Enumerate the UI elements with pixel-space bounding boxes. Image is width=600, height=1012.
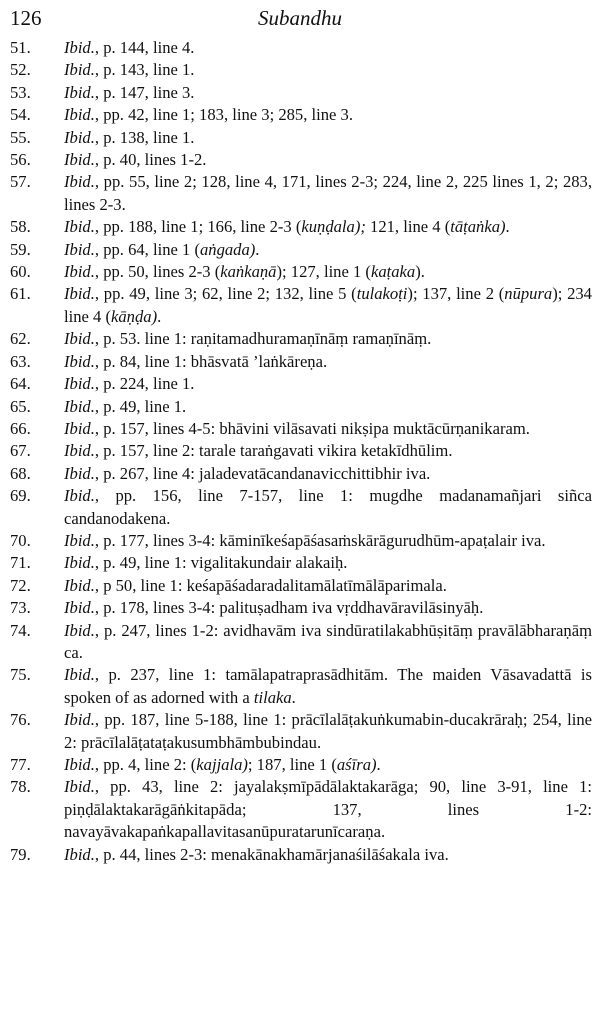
endnote-ibid: Ibid. xyxy=(64,486,95,506)
endnote-number: 66. xyxy=(10,418,31,438)
endnote-ibid: Ibid. xyxy=(64,38,95,57)
endnote-number: 59. xyxy=(10,239,31,259)
endnote-number: 57. xyxy=(10,172,31,192)
endnote-item xyxy=(10,37,592,59)
endnote-item xyxy=(10,283,592,328)
endnote-number: 61. xyxy=(10,284,31,304)
endnote-text: , p. 267, line 4: jaladevatācandanavicchittibhir iva. xyxy=(94,463,431,483)
endnote-item xyxy=(10,396,592,418)
endnote-item xyxy=(10,373,592,395)
endnote-item xyxy=(10,575,592,597)
endnote-text: , p 50, line 1: keśapāśadaradalitamālatīmālāparimala. xyxy=(94,575,447,595)
endnote-ibid: Ibid. xyxy=(64,441,95,461)
endnote-item xyxy=(10,485,592,530)
endnote-text: , p. 49, line 1. xyxy=(94,396,187,416)
endnote-ibid: Ibid. xyxy=(64,374,95,394)
endnote-text: , p. 157, lines 4-5: bhāvini vilāsavati nikṣipa muktācūrṇanikaram. xyxy=(94,418,530,438)
endnote-ibid: Ibid. xyxy=(64,575,95,595)
endnote-ibid: Ibid. xyxy=(64,262,95,282)
endnote-ibid: Ibid. xyxy=(64,127,95,147)
endnote-text: , p. 147, line 3. xyxy=(94,82,195,102)
endnote-ibid: Ibid. xyxy=(64,239,95,259)
endnote-ibid: Ibid. xyxy=(64,418,95,438)
endnote-number: 64. xyxy=(10,374,31,394)
endnote-item xyxy=(10,754,592,776)
endnote-number: 65. xyxy=(10,396,31,416)
endnote-text: , p. 237, line 1: tamālapatraprasādhitām. The maiden Vāsavadattā is spoken of as adorned with a tilaka. xyxy=(64,665,592,707)
endnote-ibid: Ibid. xyxy=(64,172,95,192)
endnote-ibid: Ibid. xyxy=(64,665,95,685)
endnote-number: 76. xyxy=(10,710,31,730)
endnote-item xyxy=(10,418,592,440)
endnote-number: 62. xyxy=(10,329,31,349)
endnote-ibid: Ibid. xyxy=(64,530,95,550)
endnote-number: 58. xyxy=(10,217,31,237)
endnote-item xyxy=(10,530,592,552)
endnote-text: , pp. 49, line 3; 62, line 2; 132, line 5 (tulakoṭi); 137, line 2 (nūpura); 234 line 4 (kāṇḍa). xyxy=(64,284,592,326)
endnote-ibid: Ibid. xyxy=(64,150,95,170)
endnote-text: , p. 138, line 1. xyxy=(94,127,195,147)
endnote-item xyxy=(10,216,592,238)
endnote-item xyxy=(10,171,592,216)
endnote-text: , pp. 43, line 2: jayalakṣmīpādālaktakarāga; 90, line 3-91, line 1: piṇḍālaktakarāgāṅkitapāda; 137, lines 1-2: navayāvakapaṅkapallavitasanūpuratarunīcaraṇa. xyxy=(64,777,592,842)
endnote-number: 72. xyxy=(10,575,31,595)
endnote-ibid: Ibid. xyxy=(64,82,95,102)
endnote-number: 71. xyxy=(10,553,31,573)
endnote-ibid: Ibid. xyxy=(64,217,95,237)
endnote-text: , pp. 4, line 2: (kajjala); 187, line 1 (aśīra). xyxy=(94,755,381,774)
endnote-number: 55. xyxy=(10,127,31,147)
endnote-item xyxy=(10,149,592,171)
endnote-item xyxy=(10,620,592,665)
endnote-text: , p. 224, line 1. xyxy=(94,374,195,394)
endnote-text: , p. 247, lines 1-2: avidhavām iva sindūratilakabhūṣitāṃ pravālābharaṇāṃ ca. xyxy=(64,620,592,662)
endnote-ibid: Ibid. xyxy=(64,553,95,573)
endnote-text: , p. 53. line 1: raṇitamadhuramaṇīnāṃ ramaṇīnāṃ. xyxy=(94,329,432,349)
endnote-ibid: Ibid. xyxy=(64,463,95,483)
endnote-ibid: Ibid. xyxy=(64,60,95,80)
endnote-text: , pp. 187, line 5-188, line 1: prācīlalāṭakuṅkumabin-ducakrāraḥ; 254, line 2: prācīlalāṭataṭakusumbhāmbubindau. xyxy=(64,710,592,752)
endnote-number: 60. xyxy=(10,262,31,282)
endnote-number: 54. xyxy=(10,105,31,125)
endnote-item xyxy=(10,82,592,104)
endnote-number: 78. xyxy=(10,777,31,797)
endnote-text: , pp. 55, line 2; 128, line 4, 171, lines 2-3; 224, line 2, 225 lines 1, 2; 283, lines 2-3. xyxy=(64,172,592,214)
endnote-number: 69. xyxy=(10,486,31,506)
endnote-text: , pp. 50, lines 2-3 (kaṅkaṇā); 127, line 1 (kaṭaka). xyxy=(94,262,425,282)
endnote-item xyxy=(10,440,592,462)
endnote-item xyxy=(10,463,592,485)
endnotes-list xyxy=(10,37,592,866)
endnote-number: 53. xyxy=(10,82,31,102)
endnote-ibid: Ibid. xyxy=(64,598,95,618)
endnote-text: , pp. 64, line 1 (aṅgada). xyxy=(94,239,260,259)
endnote-item xyxy=(10,552,592,574)
endnote-number: 63. xyxy=(10,351,31,371)
endnote-number: 74. xyxy=(10,620,31,640)
endnote-text: , pp. 188, line 1; 166, line 2-3 (kuṇḍala); 121, line 4 (tāṭaṅka). xyxy=(94,217,510,237)
running-title: Subandhu xyxy=(258,6,342,30)
endnote-item xyxy=(10,844,592,866)
endnote-number: 70. xyxy=(10,530,31,550)
endnote-item xyxy=(10,709,592,754)
page-header xyxy=(10,4,590,32)
endnote-item xyxy=(10,351,592,373)
endnote-item xyxy=(10,104,592,126)
endnote-text: , p. 157, line 2: tarale taraṅgavati vikira ketakīdhūlim. xyxy=(94,441,453,461)
endnote-text: , p. 143, line 1. xyxy=(94,60,195,80)
endnote-ibid: Ibid. xyxy=(64,710,95,730)
page-number: 126 xyxy=(10,6,42,30)
endnote-text: , p. 178, lines 3-4: palituṣadham iva vṛddhavāravilāsinyāḥ. xyxy=(94,598,484,618)
endnote-ibid: Ibid. xyxy=(64,284,95,304)
endnote-text: , p. 49, line 1: vigalitakundair alakaiḥ. xyxy=(94,553,348,573)
endnote-item xyxy=(10,127,592,149)
endnote-item xyxy=(10,597,592,619)
endnote-number: 52. xyxy=(10,60,31,80)
endnote-ibid: Ibid. xyxy=(64,329,95,349)
endnote-number: 68. xyxy=(10,463,31,483)
endnote-number: 56. xyxy=(10,150,31,170)
endnote-text: , p. 44, lines 2-3: menakānakhamārjanaśilāśakala iva. xyxy=(94,844,449,864)
endnote-item xyxy=(10,328,592,350)
endnote-item xyxy=(10,664,592,709)
endnote-text: , pp. 156, line 7-157, line 1: mugdhe madanamañjari siñca candanodakena. xyxy=(64,486,592,528)
endnote-number: 67. xyxy=(10,441,31,461)
endnote-text: , pp. 42, line 1; 183, line 3; 285, line 3. xyxy=(94,105,353,125)
endnote-ibid: Ibid. xyxy=(64,351,95,371)
endnote-number: 77. xyxy=(10,755,31,774)
endnote-item xyxy=(10,261,592,283)
endnote-item xyxy=(10,776,592,843)
endnote-item xyxy=(10,239,592,261)
endnote-ibid: Ibid. xyxy=(64,777,95,797)
endnote-ibid: Ibid. xyxy=(64,105,95,125)
endnote-item xyxy=(10,59,592,81)
endnote-number: 73. xyxy=(10,598,31,618)
endnote-ibid: Ibid. xyxy=(64,620,95,640)
endnote-text: , p. 40, lines 1-2. xyxy=(94,150,207,170)
endnote-number: 79. xyxy=(10,844,31,864)
endnote-number: 75. xyxy=(10,665,31,685)
endnote-ibid: Ibid. xyxy=(64,755,95,774)
endnote-text: , p. 144, line 4. xyxy=(94,38,195,57)
endnote-ibid: Ibid. xyxy=(64,844,95,864)
endnote-text: , p. 177, lines 3-4: kāminīkeśapāśasaṁskārāgurudhūm-apaṭalair iva. xyxy=(94,530,546,550)
endnote-ibid: Ibid. xyxy=(64,396,95,416)
endnote-text: , p. 84, line 1: bhāsvatā ’laṅkāreṇa. xyxy=(94,351,328,371)
endnote-number: 51. xyxy=(10,38,31,57)
